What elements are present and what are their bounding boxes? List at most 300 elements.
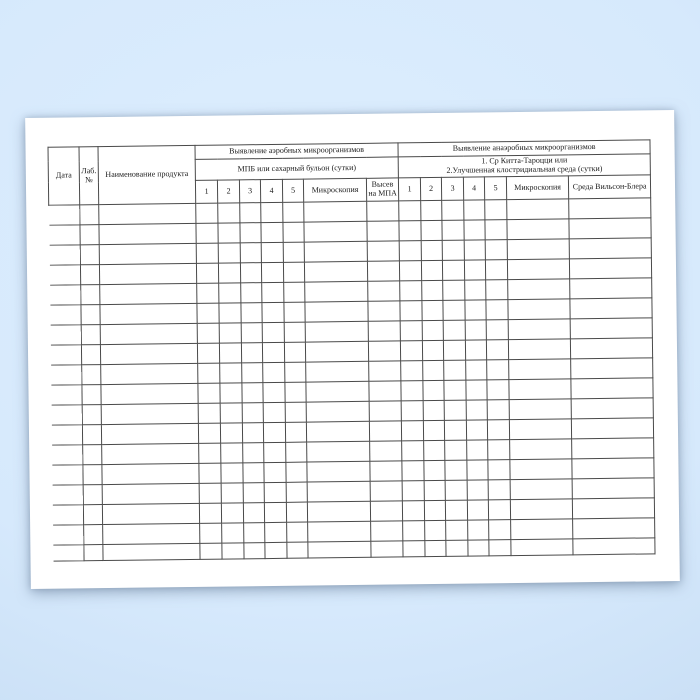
- body-cell: [99, 243, 196, 264]
- body-cell: [241, 323, 262, 343]
- body-cell: [283, 202, 304, 222]
- body-cell: [508, 339, 570, 360]
- body-cell: [368, 301, 400, 321]
- body-cell: [284, 282, 305, 302]
- body-cell: [285, 402, 306, 422]
- body-cell: [444, 400, 466, 420]
- column-header-aerobic-day-2: 2: [217, 180, 239, 203]
- body-cell: [241, 283, 262, 303]
- body-cell: [488, 440, 510, 460]
- body-cell: [443, 300, 465, 320]
- body-cell: [307, 461, 370, 482]
- body-cell: [218, 203, 240, 223]
- subheader-aerobic-medium: МПБ или сахарный бульон (сутки): [195, 157, 398, 180]
- body-cell: [52, 505, 83, 525]
- body-cell: [424, 500, 445, 520]
- body-cell: [244, 543, 265, 559]
- body-cell: [80, 225, 99, 245]
- body-cell: [569, 218, 651, 239]
- body-cell: [49, 245, 80, 265]
- body-cell: [261, 202, 283, 222]
- body-cell: [573, 538, 655, 555]
- body-cell: [445, 480, 467, 500]
- body-cell: [509, 359, 571, 380]
- body-cell: [242, 423, 263, 443]
- body-cell: [53, 545, 84, 561]
- body-cell: [402, 481, 424, 501]
- body-cell: [244, 523, 265, 543]
- body-cell: [367, 261, 399, 281]
- body-cell: [80, 245, 99, 265]
- body-cell: [466, 360, 487, 380]
- body-cell: [100, 303, 197, 324]
- body-cell: [305, 301, 368, 322]
- body-cell: [197, 323, 219, 343]
- body-cell: [443, 340, 465, 360]
- body-cell: [196, 203, 218, 223]
- body-cell: [199, 503, 221, 523]
- body-cell: [307, 481, 370, 502]
- body-cell: [507, 259, 569, 280]
- body-cell: [369, 401, 401, 421]
- body-cell: [240, 223, 261, 243]
- body-cell: [422, 340, 443, 360]
- body-cell: [51, 385, 82, 405]
- body-cell: [464, 260, 485, 280]
- body-cell: [241, 343, 262, 363]
- body-cell: [487, 420, 509, 440]
- body-cell: [367, 221, 399, 241]
- body-cell: [240, 263, 261, 283]
- body-cell: [402, 501, 424, 521]
- body-cell: [399, 241, 421, 261]
- body-cell: [424, 440, 445, 460]
- body-cell: [220, 363, 242, 383]
- body-cell: [200, 523, 222, 543]
- body-cell: [510, 459, 572, 480]
- body-cell: [286, 442, 307, 462]
- body-cell: [51, 365, 82, 385]
- body-cell: [243, 463, 264, 483]
- body-cell: [570, 278, 652, 299]
- column-header-anaerobic-day-1: 1: [398, 178, 420, 201]
- body-cell: [401, 421, 423, 441]
- body-cell: [510, 479, 572, 500]
- body-cell: [196, 243, 218, 263]
- body-cell: [287, 522, 308, 542]
- body-cell: [367, 241, 399, 261]
- body-cell: [466, 400, 487, 420]
- body-cell: [400, 301, 422, 321]
- body-cell: [265, 522, 287, 542]
- body-cell: [100, 343, 197, 364]
- body-cell: [507, 219, 569, 240]
- body-cell: [219, 323, 241, 343]
- body-cell: [399, 261, 421, 281]
- body-cell: [510, 499, 572, 520]
- body-cell: [573, 518, 655, 539]
- body-cell: [218, 223, 240, 243]
- body-cell: [304, 261, 367, 282]
- body-cell: [488, 500, 510, 520]
- body-cell: [264, 482, 286, 502]
- body-cell: [243, 503, 264, 523]
- body-cell: [197, 283, 219, 303]
- body-cell: [219, 343, 241, 363]
- body-cell: [401, 381, 423, 401]
- column-header-aerobic-day-1: 1: [195, 180, 217, 203]
- body-cell: [307, 441, 370, 462]
- body-cell: [101, 403, 198, 424]
- body-cell: [221, 463, 243, 483]
- column-header-anaerobic-day-2: 2: [420, 177, 441, 200]
- body-cell: [101, 383, 198, 404]
- body-cell: [510, 439, 572, 460]
- body-cell: [422, 320, 443, 340]
- body-cell: [82, 405, 101, 425]
- body-cell: [445, 460, 467, 480]
- body-cell: [285, 422, 306, 442]
- body-cell: [569, 198, 651, 219]
- form-body: [49, 198, 655, 561]
- body-cell: [283, 242, 304, 262]
- body-cell: [50, 325, 81, 345]
- body-cell: [489, 520, 511, 540]
- body-cell: [507, 239, 569, 260]
- body-cell: [369, 381, 401, 401]
- column-header-aerobic-day-3: 3: [239, 180, 260, 203]
- body-cell: [444, 420, 466, 440]
- body-cell: [444, 380, 466, 400]
- body-cell: [83, 505, 102, 525]
- body-cell: [102, 443, 199, 464]
- body-cell: [572, 498, 654, 519]
- body-cell: [99, 203, 196, 224]
- body-cell: [306, 401, 369, 422]
- body-cell: [196, 263, 218, 283]
- body-cell: [50, 305, 81, 325]
- body-cell: [465, 300, 486, 320]
- body-cell: [262, 302, 284, 322]
- body-cell: [446, 520, 468, 540]
- body-cell: [443, 280, 465, 300]
- column-header-anaerobic-day-5: 5: [484, 177, 506, 200]
- body-cell: [468, 520, 489, 540]
- body-cell: [219, 283, 241, 303]
- body-cell: [464, 200, 485, 220]
- body-cell: [99, 223, 196, 244]
- body-cell: [218, 263, 240, 283]
- body-cell: [81, 345, 100, 365]
- body-cell: [402, 441, 424, 461]
- body-cell: [423, 380, 444, 400]
- body-cell: [442, 260, 464, 280]
- body-cell: [199, 443, 221, 463]
- body-cell: [49, 205, 80, 225]
- body-cell: [52, 445, 83, 465]
- body-cell: [221, 483, 243, 503]
- body-cell: [221, 503, 243, 523]
- body-cell: [368, 341, 400, 361]
- body-cell: [261, 222, 283, 242]
- body-cell: [222, 523, 244, 543]
- body-cell: [49, 225, 80, 245]
- body-cell: [81, 285, 100, 305]
- body-cell: [509, 379, 571, 400]
- body-cell: [485, 200, 507, 220]
- body-cell: [443, 320, 465, 340]
- body-cell: [570, 318, 652, 339]
- subheader-anaerobic-line2: 2.Улучшенная клостридиальная среда (сутки): [446, 163, 603, 175]
- body-cell: [263, 402, 285, 422]
- body-cell: [242, 403, 263, 423]
- body-cell: [305, 321, 368, 342]
- body-cell: [220, 403, 242, 423]
- body-cell: [262, 322, 284, 342]
- body-cell: [305, 281, 368, 302]
- body-cell: [572, 478, 654, 499]
- body-cell: [442, 200, 464, 220]
- body-cell: [368, 321, 400, 341]
- body-cell: [198, 403, 220, 423]
- body-cell: [400, 341, 422, 361]
- body-cell: [285, 382, 306, 402]
- table-header: [48, 140, 651, 205]
- body-cell: [265, 542, 287, 558]
- body-cell: [307, 501, 370, 522]
- column-header-aerobic-day-5: 5: [282, 179, 303, 202]
- body-cell: [102, 483, 199, 504]
- body-cell: [51, 405, 82, 425]
- body-cell: [445, 440, 467, 460]
- body-cell: [571, 418, 653, 439]
- body-cell: [421, 200, 442, 220]
- body-cell: [264, 462, 286, 482]
- body-cell: [370, 481, 402, 501]
- body-cell: [304, 221, 367, 242]
- body-cell: [99, 263, 196, 284]
- body-cell: [370, 501, 402, 521]
- body-cell: [196, 223, 218, 243]
- body-cell: [83, 465, 102, 485]
- body-cell: [369, 361, 401, 381]
- column-header-aerobic-day-4: 4: [260, 179, 282, 202]
- body-cell: [261, 262, 283, 282]
- body-cell: [572, 438, 654, 459]
- body-cell: [423, 420, 444, 440]
- body-cell: [103, 523, 200, 544]
- body-cell: [402, 461, 424, 481]
- body-cell: [284, 322, 305, 342]
- body-cell: [467, 440, 488, 460]
- body-cell: [198, 423, 220, 443]
- body-cell: [403, 541, 425, 557]
- body-cell: [424, 480, 445, 500]
- body-cell: [465, 340, 486, 360]
- body-cell: [571, 398, 653, 419]
- body-cell: [52, 465, 83, 485]
- body-cell: [423, 360, 444, 380]
- body-cell: [261, 242, 283, 262]
- body-cell: [421, 220, 442, 240]
- body-cell: [306, 361, 369, 382]
- body-cell: [569, 258, 651, 279]
- body-cell: [401, 361, 423, 381]
- body-cell: [243, 483, 264, 503]
- body-cell: [570, 298, 652, 319]
- body-cell: [421, 240, 442, 260]
- body-cell: [465, 280, 486, 300]
- body-cell: [241, 303, 262, 323]
- body-cell: [509, 399, 571, 420]
- body-cell: [51, 425, 82, 445]
- body-cell: [263, 382, 285, 402]
- body-cell: [53, 525, 84, 545]
- body-cell: [446, 540, 468, 556]
- body-cell: [486, 280, 508, 300]
- body-cell: [197, 303, 219, 323]
- body-cell: [423, 400, 444, 420]
- microbiology-journal-table: [47, 139, 655, 561]
- body-cell: [221, 443, 243, 463]
- body-cell: [198, 383, 220, 403]
- body-cell: [306, 421, 369, 442]
- body-cell: [81, 305, 100, 325]
- body-cell: [508, 299, 570, 320]
- body-cell: [286, 462, 307, 482]
- body-cell: [283, 222, 304, 242]
- body-cell: [50, 285, 81, 305]
- body-cell: [399, 201, 421, 221]
- body-cell: [305, 341, 368, 362]
- body-cell: [84, 525, 103, 545]
- body-cell: [422, 300, 443, 320]
- body-cell: [101, 363, 198, 384]
- body-cell: [403, 521, 425, 541]
- body-cell: [572, 458, 654, 479]
- body-cell: [81, 325, 100, 345]
- body-cell: [367, 201, 399, 221]
- body-cell: [570, 338, 652, 359]
- body-cell: [485, 260, 507, 280]
- body-cell: [242, 383, 263, 403]
- body-cell: [489, 540, 511, 556]
- body-cell: [306, 381, 369, 402]
- body-cell: [222, 543, 244, 559]
- body-cell: [511, 539, 573, 556]
- body-cell: [83, 485, 102, 505]
- body-cell: [198, 363, 220, 383]
- body-cell: [263, 362, 285, 382]
- body-cell: [199, 483, 221, 503]
- body-cell: [84, 545, 103, 561]
- body-cell: [82, 385, 101, 405]
- column-header-wilson-blair-medium: Среда Вильсон-Блера: [568, 175, 650, 199]
- body-cell: [49, 265, 80, 285]
- body-cell: [486, 320, 508, 340]
- column-header-anaerobic-day-3: 3: [441, 177, 463, 200]
- body-cell: [263, 422, 285, 442]
- subheader-anaerobic-line1: 1. Ср Китта-Тароцци или: [481, 155, 568, 166]
- body-cell: [486, 340, 508, 360]
- body-cell: [200, 543, 222, 559]
- body-cell: [103, 543, 200, 560]
- column-header-mpa-plating: Высев на МПА: [366, 178, 398, 201]
- body-cell: [508, 279, 570, 300]
- body-cell: [401, 401, 423, 421]
- body-cell: [571, 378, 653, 399]
- column-header-aerobic-microscopy: Микроскопия: [303, 178, 366, 202]
- body-cell: [52, 485, 83, 505]
- body-cell: [50, 345, 81, 365]
- body-cell: [507, 199, 569, 220]
- body-cell: [102, 463, 199, 484]
- body-cell: [262, 282, 284, 302]
- body-cell: [368, 281, 400, 301]
- body-cell: [569, 238, 651, 259]
- body-cell: [262, 342, 284, 362]
- body-cell: [218, 243, 240, 263]
- body-cell: [82, 365, 101, 385]
- body-cell: [468, 540, 489, 556]
- body-cell: [80, 205, 99, 225]
- body-cell: [425, 540, 446, 556]
- body-cell: [242, 363, 263, 383]
- body-cell: [264, 502, 286, 522]
- body-cell: [488, 460, 510, 480]
- body-cell: [445, 500, 467, 520]
- body-cell: [421, 260, 442, 280]
- body-cell: [400, 321, 422, 341]
- body-cell: [442, 220, 464, 240]
- body-cell: [100, 323, 197, 344]
- body-cell: [509, 419, 571, 440]
- body-cell: [466, 380, 487, 400]
- body-cell: [465, 320, 486, 340]
- column-header-lab-number: Лаб. №: [79, 147, 99, 205]
- body-cell: [101, 423, 198, 444]
- body-cell: [464, 240, 485, 260]
- body-cell: [240, 203, 261, 223]
- body-cell: [369, 421, 401, 441]
- body-cell: [286, 482, 307, 502]
- body-cell: [371, 541, 403, 557]
- body-cell: [102, 503, 199, 524]
- body-cell: [511, 519, 573, 540]
- body-cell: [304, 201, 367, 222]
- document-page: [25, 110, 680, 589]
- body-cell: [308, 521, 371, 542]
- body-cell: [464, 220, 485, 240]
- body-cell: [82, 425, 101, 445]
- body-cell: [285, 362, 306, 382]
- body-cell: [284, 302, 305, 322]
- body-cell: [286, 502, 307, 522]
- body-cell: [485, 220, 507, 240]
- body-cell: [467, 500, 488, 520]
- body-cell: [467, 460, 488, 480]
- body-cell: [240, 243, 261, 263]
- group-header-anaerobic: Выявление анаэробных микроорганизмов: [398, 140, 650, 157]
- body-cell: [243, 443, 264, 463]
- body-cell: [287, 542, 308, 558]
- body-cell: [571, 358, 653, 379]
- body-cell: [219, 303, 241, 323]
- body-cell: [83, 445, 102, 465]
- body-cell: [487, 400, 509, 420]
- body-cell: [485, 240, 507, 260]
- body-cell: [371, 521, 403, 541]
